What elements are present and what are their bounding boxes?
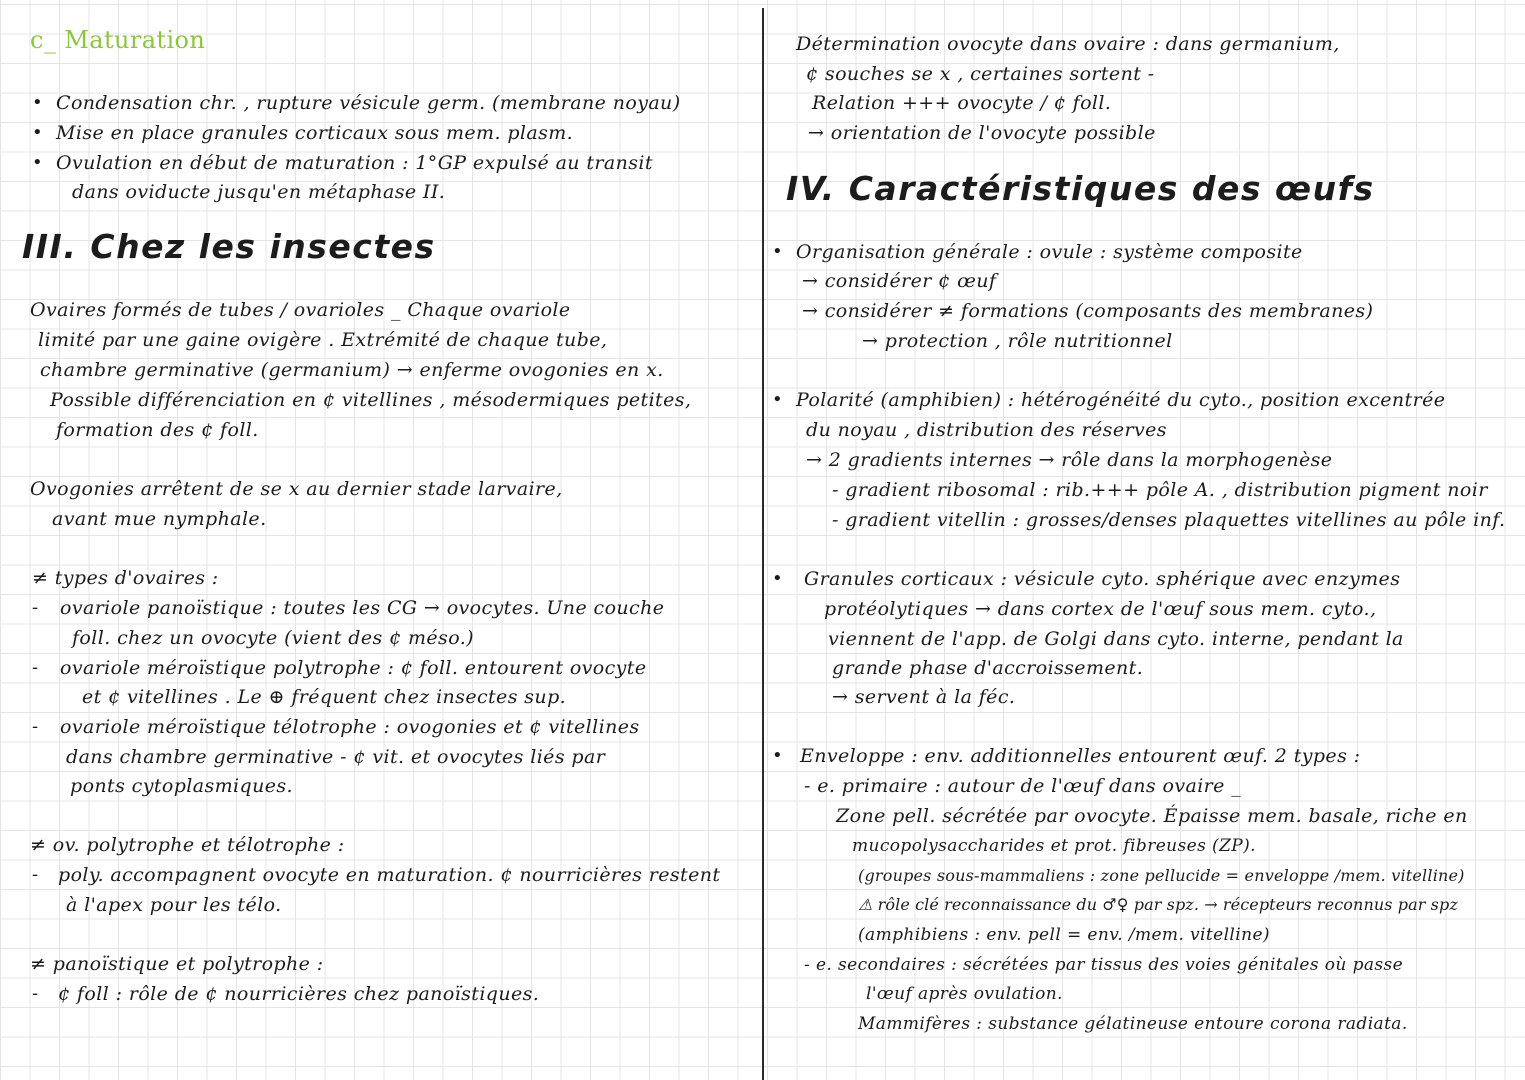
enveloppe-line-9: l'œuf après ovulation. <box>866 984 1063 1004</box>
enveloppe-line-4: mucopolysaccharides et prot. fibreuses (ZP). <box>852 836 1256 856</box>
organisation-line-3: → considérer ≠ formations (composants des membranes) <box>802 300 1374 322</box>
dash: - <box>32 716 39 737</box>
para1-line-1: Ovaires formés de tubes / ovarioles _ Chaque ovariole <box>30 299 571 321</box>
enveloppe-line-6: ⚠ rôle clé reconnaissance du ♂♀ par spz. → récepteurs reconnus par spz <box>858 895 1458 914</box>
pano-poly-line-1: ¢ foll : rôle de ¢ nourricières chez panoïstiques. <box>58 983 540 1005</box>
polarite-line-4: - gradient ribosomal : rib.+++ pôle A. , distribution pigment noir <box>832 479 1488 501</box>
bullet-dot: • <box>772 568 783 589</box>
bullet-dot: • <box>772 389 783 410</box>
types-line-5: ovariole méroïstique télotrophe : ovogonies et ¢ vitellines <box>60 716 640 738</box>
organisation-line-1: Organisation générale : ovule : système composite <box>796 241 1303 263</box>
bullet-dot: • <box>32 92 43 113</box>
polarite-line-5: - gradient vitellin : grosses/denses plaquettes vitellines au pôle inf. <box>832 509 1506 531</box>
c-line-3: Ovulation en début de maturation : 1°GP expulsé au transit <box>56 152 653 174</box>
c-line-4: dans oviducte jusqu'en métaphase II. <box>72 181 446 203</box>
para1-line-3: chambre germinative (germanium) → enferme ovogonies en x. <box>40 359 664 381</box>
enveloppe-line-2: - e. primaire : autour de l'œuf dans ovaire _ <box>804 775 1242 797</box>
determination-line-4: → orientation de l'ovocyte possible <box>808 122 1156 144</box>
bullet-dot: • <box>772 745 783 766</box>
types-line-1: ovariole panoïstique : toutes les CG → ovocytes. Une couche <box>60 597 665 619</box>
granules-line-4: grande phase d'accroissement. <box>832 657 1144 679</box>
polarite-line-3: → 2 gradients internes → rôle dans la morphogenèse <box>806 449 1333 471</box>
bullet-dot: • <box>32 122 43 143</box>
organisation-line-4: → protection , rôle nutritionnel <box>862 330 1173 352</box>
c-line-1: Condensation chr. , rupture vésicule germ. (membrane noyau) <box>56 92 681 114</box>
bullet-dot: • <box>772 241 783 262</box>
polarite-line-2: du noyau , distribution des réserves <box>806 419 1167 441</box>
granules-line-1: Granules corticaux : vésicule cyto. sphérique avec enzymes <box>804 568 1401 590</box>
enveloppe-line-3: Zone pell. sécrétée par ovocyte. Épaisse mem. basale, riche en <box>836 805 1468 827</box>
para1-line-2: limité par une gaine ovigère . Extrémité de chaque tube, <box>38 329 608 351</box>
pano-poly-heading: ≠ panoïstique et polytrophe : <box>30 953 324 975</box>
types-line-7: ponts cytoplasmiques. <box>70 775 293 797</box>
granules-line-5: → servent à la féc. <box>832 686 1016 708</box>
para1-line-5: formation des ¢ foll. <box>56 419 259 441</box>
para2-line-2: avant mue nymphale. <box>52 508 267 530</box>
c-line-2: Mise en place granules corticaux sous mem. plasm. <box>56 122 574 144</box>
determination-line-1: Détermination ovocyte dans ovaire : dans germanium, <box>796 33 1340 55</box>
determination-line-2: ¢ souches se x , certaines sortent - <box>806 63 1155 85</box>
enveloppe-line-5: (groupes sous-mammaliens : zone pellucide = enveloppe /mem. vitelline) <box>858 866 1465 885</box>
enveloppe-line-8: - e. secondaires : sécrétées par tissus des voies génitales où passe <box>804 955 1404 975</box>
section-4-title: IV. Caractéristiques des œufs <box>786 169 1375 208</box>
granules-line-3: viennent de l'app. de Golgi dans cyto. interne, pendant la <box>828 628 1404 650</box>
dash: - <box>32 657 39 678</box>
types-line-4: et ¢ vitellines . Le ⊕ fréquent chez insectes sup. <box>82 686 567 708</box>
section-c-title: c_ Maturation <box>30 26 206 54</box>
dash: - <box>32 864 39 885</box>
determination-line-3: Relation +++ ovocyte / ¢ foll. <box>812 92 1112 114</box>
poly-telo-line-2: à l'apex pour les télo. <box>66 894 282 916</box>
enveloppe-line-10: Mammifères : substance gélatineuse entoure corona radiata. <box>858 1014 1408 1034</box>
types-line-3: ovariole méroïstique polytrophe : ¢ foll. entourent ovocyte <box>60 657 647 679</box>
organisation-line-2: → considérer ¢ œuf <box>802 270 997 292</box>
types-line-2: foll. chez un ovocyte (vient des ¢ méso.) <box>72 627 474 649</box>
bullet-dot: • <box>32 152 43 173</box>
granules-line-2: protéolytiques → dans cortex de l'œuf sous mem. cyto., <box>824 598 1377 620</box>
enveloppe-line-1: Enveloppe : env. additionnelles entourent œuf. 2 types : <box>800 745 1361 767</box>
section-3-title: III. Chez les insectes <box>22 227 436 266</box>
poly-telo-line-1: poly. accompagnent ovocyte en maturation. ¢ nourricières restent <box>58 864 721 886</box>
polarite-line-1: Polarité (amphibien) : hétérogénéité du cyto., position excentrée <box>796 389 1446 411</box>
dash: - <box>32 983 39 1004</box>
para2-line-1: Ovogonies arrêtent de se x au dernier stade larvaire, <box>30 478 563 500</box>
enveloppe-line-7: (amphibiens : env. pell = env. /mem. vitelline) <box>858 925 1270 945</box>
para1-line-4: Possible différenciation en ¢ vitellines , mésodermiques petites, <box>50 389 692 411</box>
dash: - <box>32 597 39 618</box>
types-heading: ≠ types d'ovaires : <box>32 567 219 589</box>
types-line-6: dans chambre germinative - ¢ vit. et ovocytes liés par <box>66 746 606 768</box>
column-divider <box>762 8 764 1080</box>
poly-telo-heading: ≠ ov. polytrophe et télotrophe : <box>30 834 345 856</box>
